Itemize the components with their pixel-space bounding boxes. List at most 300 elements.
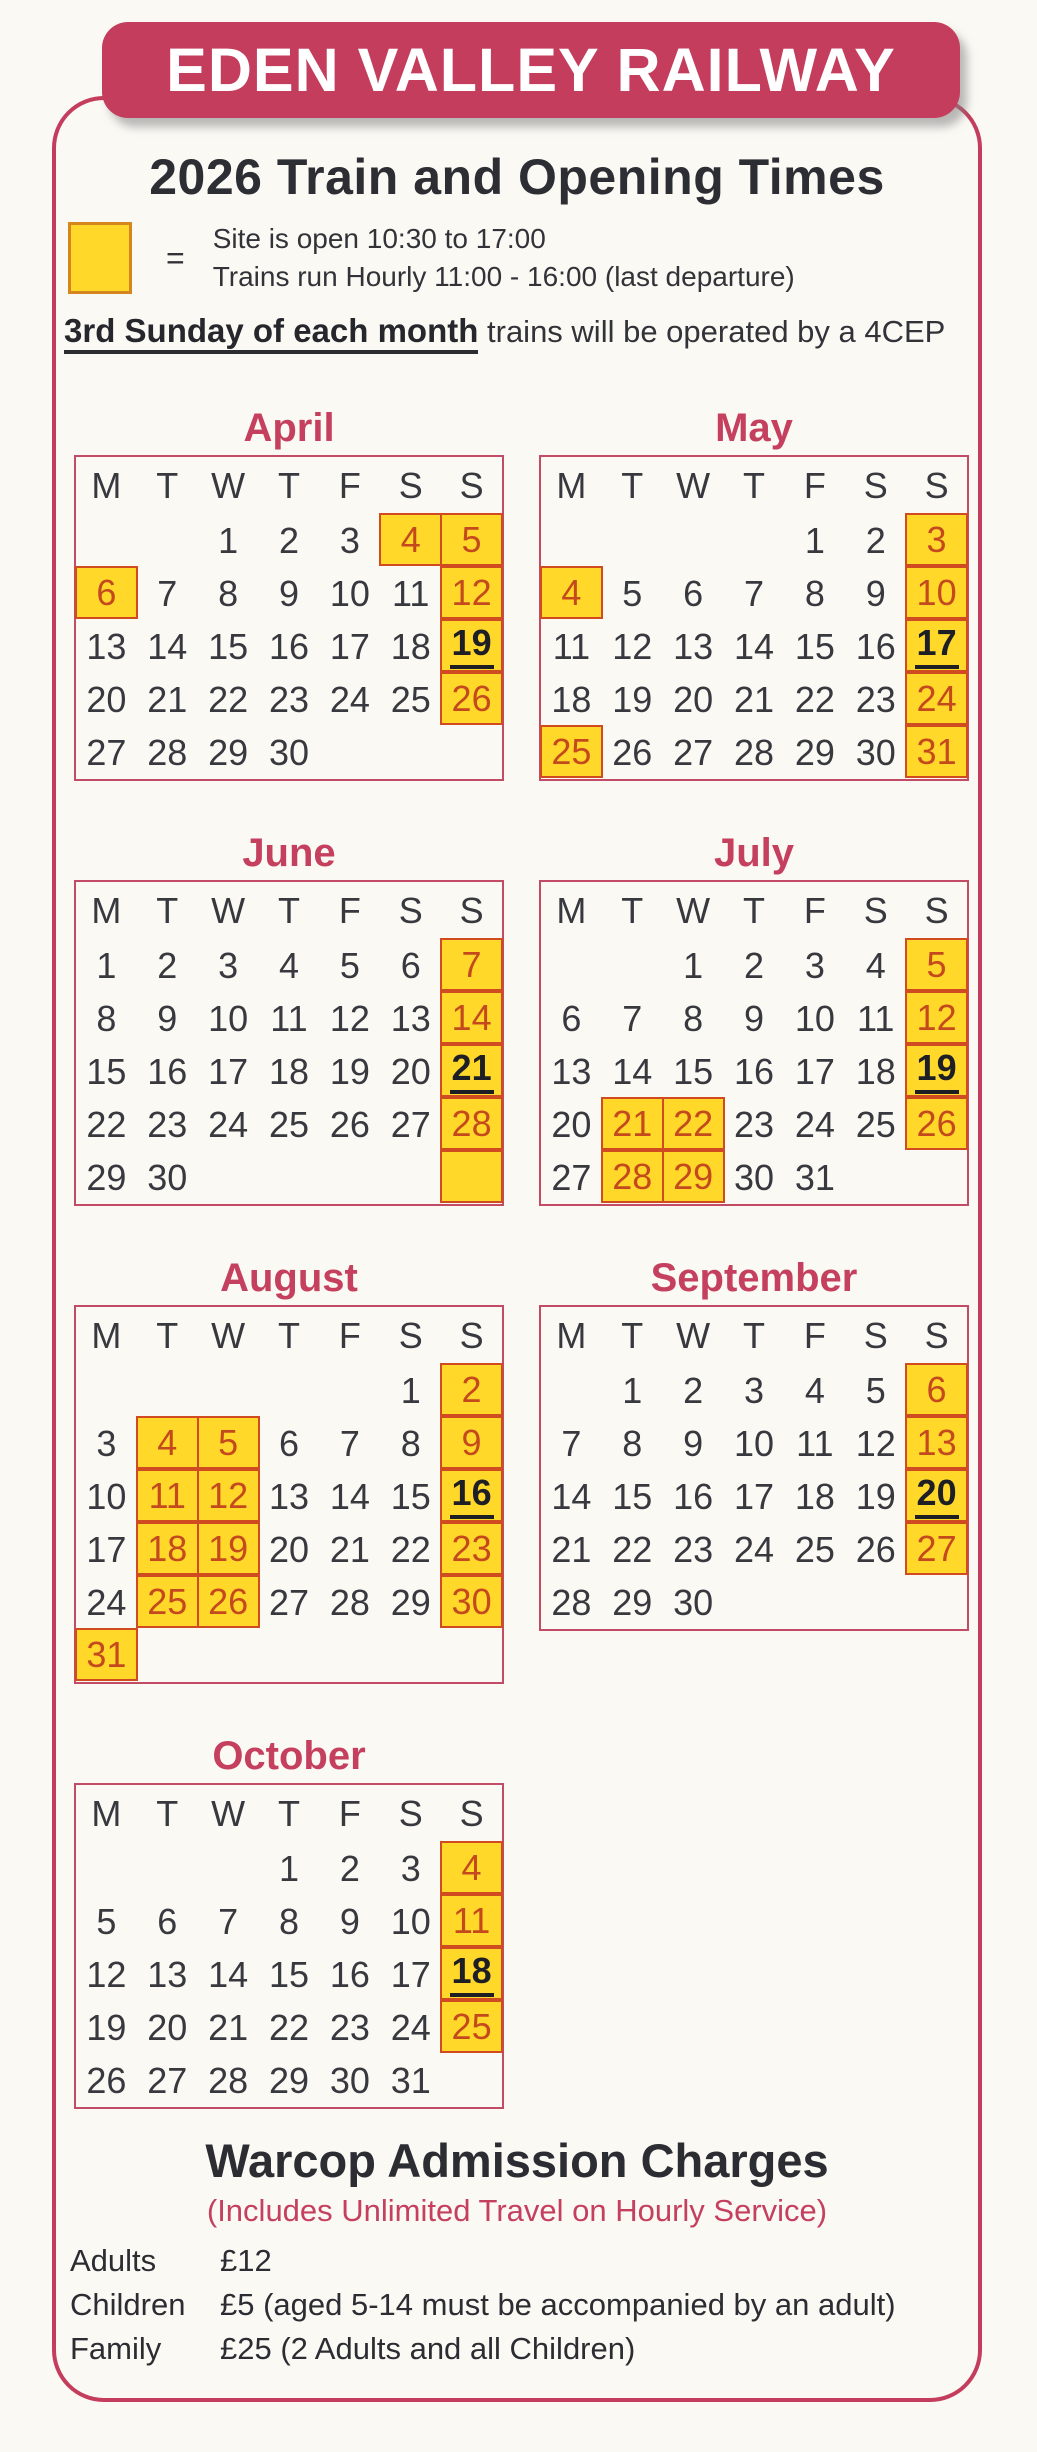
- empty-cell: [906, 1151, 967, 1204]
- day-cell: 14: [612, 1050, 653, 1092]
- empty-cell: [602, 939, 663, 992]
- day-cell: 14: [208, 1953, 249, 1995]
- charges-title: Warcop Admission Charges: [205, 2134, 829, 2187]
- day-cell: 30: [855, 731, 896, 773]
- empty-cell: [663, 514, 724, 567]
- empty-cell: [441, 726, 502, 779]
- day-cell: 8: [218, 572, 239, 614]
- charge-value: £12: [220, 2243, 272, 2278]
- day-cell: 15: [268, 1953, 310, 1995]
- month-calendar: [74, 1256, 504, 1684]
- third-sunday-note-bold: 3rd Sunday of each month: [64, 312, 478, 354]
- day-cell: 19: [329, 1050, 370, 1092]
- day-header-cell: T: [277, 464, 300, 506]
- charges-subtitle: (Includes Unlimited Travel on Hourly Service): [206, 2193, 828, 2228]
- day-cell: 9: [865, 572, 886, 614]
- day-header-cell: T: [156, 1792, 179, 1834]
- day-cell: 8: [278, 1900, 299, 1942]
- month-calendar: [74, 406, 504, 781]
- open-day-cell: 4: [379, 513, 442, 566]
- day-header-cell: T: [156, 1314, 179, 1356]
- month-calendar: [539, 1256, 969, 1631]
- legend-equals-sign: =: [166, 239, 185, 276]
- empty-cell: [198, 1364, 259, 1417]
- railway-banner: [102, 22, 960, 118]
- open-day-cell: 12: [440, 566, 503, 619]
- day-header-cell: W: [676, 464, 711, 506]
- day-cell: 21: [733, 678, 775, 720]
- day-cell: 18: [390, 625, 431, 667]
- open-day-cell: 6: [75, 566, 138, 619]
- day-cell: 6: [157, 1900, 178, 1942]
- day-cell: 27: [551, 1156, 592, 1198]
- empty-cell: [137, 514, 198, 567]
- day-cell: 15: [390, 1475, 431, 1517]
- day-cell: 2: [339, 1847, 360, 1889]
- open-day-cell: 9: [440, 1416, 503, 1469]
- day-cell: 18: [794, 1475, 835, 1517]
- day-cell: 17: [390, 1953, 431, 1995]
- day-cell: 30: [733, 1156, 775, 1198]
- empty-cell: [319, 726, 380, 779]
- day-cell: 14: [551, 1475, 592, 1517]
- day-cell: 15: [794, 625, 835, 667]
- open-day-cell: 25: [540, 725, 603, 778]
- open-day-cell: 28: [601, 1150, 664, 1203]
- month-title: July: [713, 831, 795, 875]
- month-table: [74, 455, 504, 781]
- day-header-cell: T: [156, 464, 179, 506]
- day-cell: 13: [390, 997, 431, 1039]
- open-day-cell: 10: [905, 566, 968, 619]
- open-day-cell: 31: [905, 725, 968, 778]
- month-table: [539, 455, 969, 781]
- day-header-cell: W: [211, 889, 246, 931]
- day-cell: 11: [270, 997, 308, 1039]
- day-header-cell: W: [211, 1792, 246, 1834]
- charge-row: [70, 2239, 978, 2283]
- third-sunday-cell: [440, 1947, 503, 2000]
- day-cell: 2: [278, 519, 299, 561]
- open-day-cell: 26: [905, 1097, 968, 1150]
- day-cell: 8: [622, 1422, 643, 1464]
- day-cell: 1: [804, 519, 825, 561]
- day-cell: 23: [147, 1103, 188, 1145]
- empty-cell: [724, 1576, 785, 1629]
- open-day-cell: 22: [662, 1097, 725, 1150]
- day-header-cell: S: [459, 464, 484, 506]
- empty-cell: [441, 1629, 502, 1682]
- day-header-cell: M: [91, 889, 122, 931]
- day-cell: 18: [551, 678, 592, 720]
- day-cell: 19: [86, 2006, 127, 2048]
- day-header-cell: M: [556, 1314, 587, 1356]
- day-cell: 22: [390, 1528, 431, 1570]
- day-cell: 25: [268, 1103, 310, 1145]
- day-header-cell: F: [338, 1314, 361, 1356]
- day-cell: 17: [733, 1475, 775, 1517]
- day-cell: 24: [329, 678, 370, 720]
- day-header-cell: F: [803, 889, 826, 931]
- day-cell: 27: [147, 2059, 188, 2101]
- empty-cell: [76, 1364, 137, 1417]
- day-cell: 7: [157, 572, 178, 614]
- day-cell: 13: [147, 1953, 188, 1995]
- day-header-cell: S: [863, 464, 888, 506]
- day-cell: 1: [96, 944, 117, 986]
- day-cell: 15: [208, 625, 249, 667]
- day-cell: 1: [683, 944, 704, 986]
- empty-cell: [845, 1576, 906, 1629]
- day-cell: 14: [329, 1475, 370, 1517]
- banner-title: EDEN VALLEY RAILWAY: [166, 36, 896, 104]
- day-cell: 3: [743, 1369, 764, 1411]
- day-cell: 13: [268, 1475, 310, 1517]
- day-header-cell: T: [277, 889, 300, 931]
- day-cell: 30: [673, 1581, 714, 1623]
- day-header-cell: S: [398, 1314, 423, 1356]
- empty-cell: [541, 939, 602, 992]
- day-cell: 20: [86, 678, 127, 720]
- empty-cell: [137, 1842, 198, 1895]
- empty-cell: [259, 1364, 320, 1417]
- empty-cell: [380, 1629, 441, 1682]
- day-header-cell: S: [924, 889, 949, 931]
- open-day-cell: 30: [440, 1575, 503, 1628]
- day-cell: 26: [86, 2059, 127, 2101]
- day-cell: 14: [733, 625, 775, 667]
- day-cell: 7: [743, 572, 764, 614]
- open-day-cell: 2: [440, 1363, 503, 1416]
- charge-value: £25 (2 Adults and all Children): [220, 2331, 636, 2366]
- empty-cell: [198, 1151, 259, 1204]
- day-cell: 22: [86, 1103, 127, 1145]
- day-cell: 3: [339, 519, 360, 561]
- empty-cell: [541, 1364, 602, 1417]
- legend-text: [213, 220, 795, 296]
- day-cell: 27: [86, 731, 127, 773]
- day-header-cell: S: [398, 1792, 423, 1834]
- day-cell: 28: [551, 1581, 592, 1623]
- day-cell: 20: [268, 1528, 310, 1570]
- month-title: August: [220, 1256, 358, 1300]
- month-table: [74, 880, 504, 1206]
- day-cell: 3: [96, 1422, 117, 1464]
- empty-cell: [319, 1629, 380, 1682]
- day-cell: 19: [855, 1475, 896, 1517]
- day-cell: 11: [552, 625, 591, 667]
- day-cell: 16: [673, 1475, 714, 1517]
- day-cell: 3: [400, 1847, 421, 1889]
- open-day-cell: 14: [440, 991, 503, 1044]
- day-cell: 21: [329, 1528, 370, 1570]
- day-cell: 1: [278, 1847, 299, 1889]
- day-header-cell: F: [338, 889, 361, 931]
- day-cell: 15: [673, 1050, 714, 1092]
- day-cell: 24: [86, 1581, 127, 1623]
- open-day-cell: 18: [136, 1522, 199, 1575]
- day-cell: 17: [208, 1050, 249, 1092]
- day-cell: 17: [86, 1528, 127, 1570]
- open-day-cell: 28: [440, 1097, 503, 1150]
- charge-row: [70, 2283, 978, 2327]
- day-cell: 25: [794, 1528, 835, 1570]
- day-cell: 29: [86, 1156, 127, 1198]
- day-cell: 8: [804, 572, 825, 614]
- day-cell: 26: [329, 1103, 370, 1145]
- day-header-cell: T: [156, 889, 179, 931]
- day-cell: 28: [329, 1581, 370, 1623]
- empty-cell: [259, 1629, 320, 1682]
- day-cell: 23: [329, 2006, 370, 2048]
- open-fill-cell: [440, 1150, 503, 1203]
- day-header-cell: M: [91, 464, 122, 506]
- day-cell: 19: [612, 678, 653, 720]
- third-sunday-number: 21: [450, 1047, 494, 1094]
- open-day-cell: 4: [136, 1416, 199, 1469]
- empty-cell: [76, 514, 137, 567]
- day-cell: 11: [392, 572, 430, 614]
- day-cell: 2: [683, 1369, 704, 1411]
- day-cell: 29: [268, 2059, 310, 2101]
- day-cell: 26: [855, 1528, 896, 1570]
- open-day-cell: 7: [440, 938, 503, 991]
- open-day-cell: 19: [197, 1522, 260, 1575]
- open-day-cell: 6: [905, 1363, 968, 1416]
- day-header-cell: T: [742, 889, 765, 931]
- day-cell: 12: [855, 1422, 896, 1464]
- day-cell: 30: [329, 2059, 370, 2101]
- third-sunday-number: 16: [450, 1472, 494, 1519]
- day-cell: 12: [329, 997, 370, 1039]
- day-cell: 7: [218, 1900, 239, 1942]
- day-cell: 18: [855, 1050, 896, 1092]
- month-title: June: [242, 831, 336, 875]
- third-sunday-number: 19: [915, 1047, 959, 1094]
- day-cell: 21: [551, 1528, 592, 1570]
- third-sunday-note-rest: trains will be operated by a 4CEP: [478, 314, 946, 349]
- third-sunday-number: 20: [915, 1472, 959, 1519]
- day-cell: 13: [86, 625, 127, 667]
- day-cell: 20: [147, 2006, 188, 2048]
- month-title: April: [243, 406, 335, 450]
- open-day-cell: 4: [540, 566, 603, 619]
- third-sunday-cell: [905, 619, 968, 672]
- day-cell: 22: [208, 678, 249, 720]
- third-sunday-note: [64, 312, 978, 350]
- day-header-cell: M: [91, 1314, 122, 1356]
- day-cell: 26: [612, 731, 653, 773]
- day-header-cell: S: [459, 889, 484, 931]
- third-sunday-cell: [440, 1044, 503, 1097]
- legend: [68, 220, 978, 296]
- day-cell: 6: [683, 572, 704, 614]
- day-header-cell: F: [338, 464, 361, 506]
- day-header-cell: S: [459, 1314, 484, 1356]
- day-cell: 30: [147, 1156, 188, 1198]
- day-cell: 22: [612, 1528, 653, 1570]
- day-cell: 27: [673, 731, 714, 773]
- day-cell: 23: [268, 678, 310, 720]
- day-header-cell: F: [338, 1792, 361, 1834]
- calendar-grid: [74, 406, 969, 2109]
- day-cell: 24: [733, 1528, 775, 1570]
- empty-cell: [319, 1364, 380, 1417]
- day-cell: 5: [865, 1369, 886, 1411]
- empty-cell: [137, 1629, 198, 1682]
- day-cell: 8: [683, 997, 704, 1039]
- third-sunday-cell: [440, 619, 503, 672]
- month-calendar: [74, 1734, 504, 2109]
- empty-cell: [259, 1151, 320, 1204]
- day-header-cell: F: [803, 464, 826, 506]
- day-header-cell: T: [277, 1314, 300, 1356]
- day-cell: 12: [612, 625, 653, 667]
- day-cell: 29: [612, 1581, 653, 1623]
- open-day-cell: 25: [440, 2000, 503, 2053]
- open-day-cell: 11: [136, 1469, 199, 1522]
- day-header-cell: T: [742, 464, 765, 506]
- empty-cell: [137, 1364, 198, 1417]
- day-cell: 23: [855, 678, 896, 720]
- day-cell: 28: [208, 2059, 249, 2101]
- empty-cell: [906, 1576, 967, 1629]
- open-day-cell: 4: [440, 1841, 503, 1894]
- open-day-cell: 23: [440, 1522, 503, 1575]
- day-cell: 10: [390, 1900, 431, 1942]
- third-sunday-cell: [905, 1469, 968, 1522]
- charge-label: Children: [70, 2287, 186, 2322]
- day-cell: 27: [268, 1581, 310, 1623]
- day-cell: 16: [855, 625, 896, 667]
- day-cell: 10: [329, 572, 370, 614]
- day-cell: 21: [208, 2006, 249, 2048]
- month-title: May: [715, 406, 793, 450]
- day-header-cell: W: [211, 1314, 246, 1356]
- day-cell: 6: [561, 997, 582, 1039]
- day-cell: 5: [622, 572, 643, 614]
- day-cell: 15: [86, 1050, 127, 1092]
- day-header-cell: S: [924, 1314, 949, 1356]
- day-header-cell: S: [863, 889, 888, 931]
- empty-cell: [380, 1151, 441, 1204]
- charges-list: [70, 2239, 978, 2371]
- day-header-cell: T: [621, 464, 644, 506]
- day-header-cell: S: [459, 1792, 484, 1834]
- month-title: September: [650, 1256, 858, 1300]
- month-table: [74, 1305, 504, 1684]
- day-cell: 17: [794, 1050, 835, 1092]
- day-cell: 9: [683, 1422, 704, 1464]
- open-day-cell: 27: [905, 1522, 968, 1575]
- third-sunday-cell: [905, 1044, 968, 1097]
- day-cell: 21: [147, 678, 188, 720]
- day-cell: 15: [612, 1475, 653, 1517]
- day-cell: 9: [743, 997, 764, 1039]
- open-day-cell: 11: [440, 1894, 503, 1947]
- month-table: [539, 880, 969, 1206]
- legend-line-trains: Trains run Hourly 11:00 - 16:00 (last departure): [212, 261, 795, 292]
- day-cell: 14: [147, 625, 188, 667]
- day-cell: 10: [794, 997, 835, 1039]
- day-cell: 20: [551, 1103, 592, 1145]
- day-cell: 16: [268, 625, 310, 667]
- day-cell: 5: [96, 1900, 117, 1942]
- day-cell: 24: [208, 1103, 249, 1145]
- day-cell: 4: [804, 1369, 825, 1411]
- day-cell: 23: [673, 1528, 714, 1570]
- day-cell: 22: [268, 2006, 310, 2048]
- empty-cell: [724, 514, 785, 567]
- day-cell: 25: [390, 678, 431, 720]
- day-cell: 24: [390, 2006, 431, 2048]
- open-day-cell: 29: [662, 1150, 725, 1203]
- empty-cell: [319, 1151, 380, 1204]
- day-cell: 12: [86, 1953, 127, 1995]
- day-header-cell: S: [924, 464, 949, 506]
- day-cell: 6: [400, 944, 421, 986]
- empty-cell: [602, 514, 663, 567]
- day-cell: 27: [390, 1103, 431, 1145]
- charge-label: Family: [70, 2331, 162, 2366]
- open-day-cell: 31: [75, 1628, 138, 1681]
- month-table: [74, 1783, 504, 2109]
- day-cell: 29: [390, 1581, 431, 1623]
- day-header-cell: M: [556, 889, 587, 931]
- open-day-cell: 26: [440, 672, 503, 725]
- day-cell: 3: [804, 944, 825, 986]
- content-frame: [52, 96, 982, 2402]
- day-cell: 31: [794, 1156, 835, 1198]
- day-cell: 25: [855, 1103, 896, 1145]
- empty-cell: [76, 1842, 137, 1895]
- empty-cell: [784, 1576, 845, 1629]
- open-day-cell: 26: [197, 1575, 260, 1628]
- day-header-cell: T: [621, 889, 644, 931]
- day-cell: 17: [329, 625, 370, 667]
- day-header-cell: W: [676, 1314, 711, 1356]
- day-cell: 28: [733, 731, 775, 773]
- month-table: [539, 1305, 969, 1631]
- open-day-cell: 25: [136, 1575, 199, 1628]
- day-header-cell: S: [398, 889, 423, 931]
- charge-value: £5 (aged 5-14 must be accompanied by an adult): [220, 2287, 896, 2322]
- day-cell: 31: [390, 2059, 431, 2101]
- day-cell: 24: [794, 1103, 835, 1145]
- day-cell: 13: [551, 1050, 592, 1092]
- day-header-cell: T: [621, 1314, 644, 1356]
- day-cell: 7: [339, 1422, 360, 1464]
- open-day-cell: 3: [905, 513, 968, 566]
- day-cell: 1: [622, 1369, 643, 1411]
- day-header-cell: S: [863, 1314, 888, 1356]
- day-cell: 4: [865, 944, 886, 986]
- day-header-cell: W: [211, 464, 246, 506]
- day-cell: 1: [218, 519, 239, 561]
- day-cell: 2: [157, 944, 178, 986]
- month-calendar: [539, 831, 969, 1206]
- open-day-cell: 5: [197, 1416, 260, 1469]
- open-day-swatch: [68, 222, 132, 294]
- legend-line-site-open: Site is open 10:30 to 17:00: [212, 223, 546, 254]
- day-cell: 16: [733, 1050, 775, 1092]
- day-cell: 4: [278, 944, 299, 986]
- open-day-cell: 5: [440, 513, 503, 566]
- day-cell: 13: [673, 625, 714, 667]
- day-cell: 16: [329, 1953, 370, 1995]
- day-cell: 20: [390, 1050, 431, 1092]
- day-cell: 2: [865, 519, 886, 561]
